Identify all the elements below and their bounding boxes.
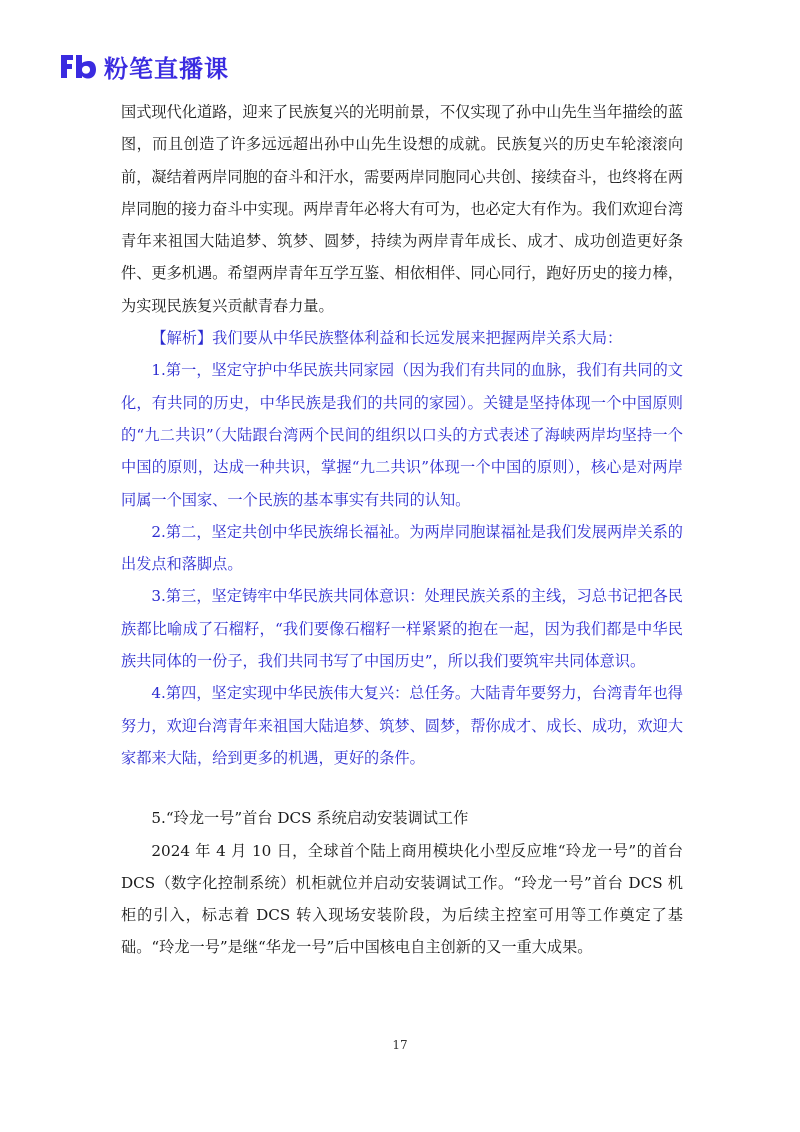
analysis-section: [121, 322, 683, 774]
intro-paragraph: 国式现代化道路，迎来了民族复兴的光明前景，不仅实现了孙中山先生当年描绘的蓝图，而且创造了许多远远超出孙中山先生设想的成就。民族复兴的历史车轮滚滚向前，凝结着两岸同胞的奋斗和汗水，需要两岸同胞同心共创、接续奋斗，也终将在两岸同胞的接力奋斗中实现。两岸青年必将大有可为，也必定大有作为。我们欢迎台湾青年来祖国大陆追梦、筑梦、圆梦，持续为两岸青年成长、成才、成功创造更好条件、更多机遇。希望两岸青年互学互鉴、相依相伴、同心同行，跑好历史的接力棒，为实现民族复兴贡献青春力量。: [121, 103, 683, 315]
page-header: [58, 48, 229, 84]
analysis-point-4: 4.第四，坚定实现中华民族伟大复兴：总任务。大陆青年要努力，台湾青年也得努力，欢迎台湾青年来祖国大陆追梦、筑梦、圆梦，帮你成才、成长、成功，欢迎大家都来大陆，给到更多的机遇，更好的条件。: [121, 684, 683, 767]
analysis-point-2: 2.第二，坚定共创中华民族绵长福祉。为两岸同胞谋福祉是我们发展两岸关系的出发点和落脚点。: [121, 522, 683, 574]
page-number: 17: [392, 1038, 408, 1052]
fenbi-logo-icon: [58, 51, 98, 81]
analysis-point-1: 1.第一，坚定守护中华民族共同家园（因为我们有共同的血脉，我们有共同的文化，有共同的历史，中华民族是我们的共同的家园）。关键是坚持体现一个中国原则的“九二共识”（大陆跟台湾两个民间的组织以口头的方式表述了海峡两岸均坚持一个中国的原则，达成一种共识，掌握“九二共识”体现一个中国的原则），核心是对两岸同属一个国家、一个民族的基本事实有共同的认知。: [121, 361, 683, 509]
document-body: [121, 96, 683, 964]
brand-name: 粉笔直播课: [104, 54, 229, 83]
section-5-title: 5.“玲龙一号”首台 DCS 系统启动安装调试工作: [151, 809, 469, 828]
analysis-heading: 【解析】我们要从中华民族整体利益和长远发展来把握两岸关系大局：: [151, 329, 623, 348]
section-gap: [121, 774, 683, 802]
section-5-paragraph: 2024 年 4 月 10 日，全球首个陆上商用模块化小型反应堆“玲龙一号”的首台 DCS（数字化控制系统）机柜就位并启动安装调试工作。“玲龙一号”首台 DCS 机柜的引入，标志着 DCS 转入现场安装阶段，为后续主控室可用等工作奠定了基础。“玲龙一号”是继“华龙一号”后中国核电自主创新的又一重大成果。: [121, 841, 683, 957]
analysis-point-3: 3.第三，坚定铸牢中华民族共同体意识：处理民族关系的主线，习总书记把各民族都比喻成了石榴籽，“我们要像石榴籽一样紧紧的抱在一起，因为我们都是中华民族共同体的一份子，我们共同书写了中国历史”，所以我们要筑牢共同体意识。: [121, 587, 683, 671]
